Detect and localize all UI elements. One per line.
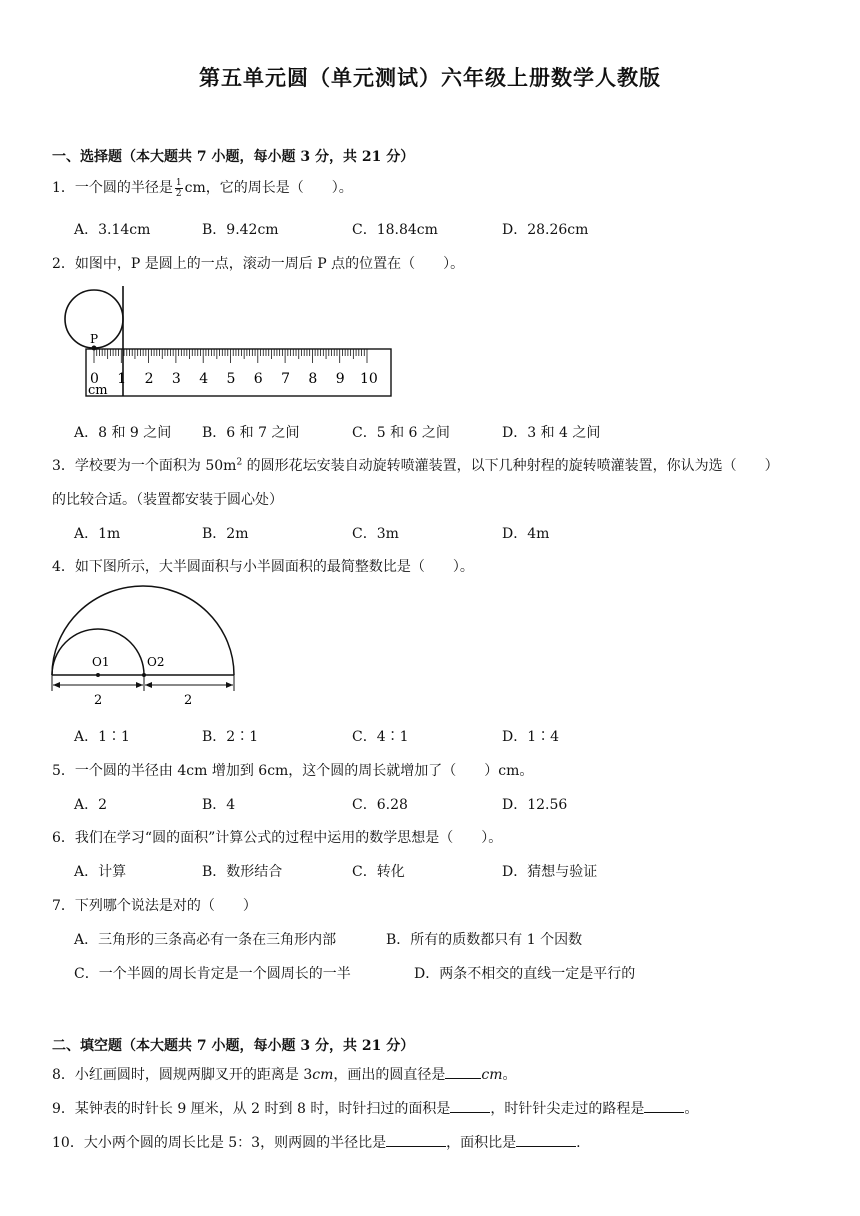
ruler-tick-label: 10: [360, 371, 378, 387]
section-heading-choice: 一、选择题（本大题共 7 小题，每小题 3 分，共 21 分）: [52, 149, 415, 165]
ruler-tick-label: 6: [253, 371, 263, 387]
q4-option-a[interactable]: A．1∶1: [74, 729, 130, 745]
q5-option-b[interactable]: B．4: [202, 797, 236, 813]
q3-option-c[interactable]: C．3m: [352, 526, 399, 542]
point-p-label: P: [90, 332, 99, 346]
ruler-tick-label: 1: [117, 371, 127, 387]
q2-option-a[interactable]: A．8 和 9 之间: [74, 425, 172, 441]
page-title: 第五单元圆（单元测试）六年级上册数学人教版: [199, 65, 661, 90]
q10-answer-blank-1[interactable]: [386, 1134, 446, 1147]
q2-option-b[interactable]: B．6 和 7 之间: [202, 425, 300, 441]
question-2: 2．如图中，P 是圆上的一点，滚动一周后 P 点的位置在（ ）。: [52, 256, 465, 272]
ruler-tick-label: 3: [171, 371, 181, 387]
q8-answer-blank[interactable]: [445, 1066, 481, 1079]
q6-option-c[interactable]: C．转化: [352, 864, 405, 880]
q5-option-c[interactable]: C．6.28: [352, 797, 408, 813]
q1-option-a[interactable]: A．3.14cm: [74, 222, 151, 238]
q1-option-c[interactable]: C．18.84cm: [352, 222, 438, 238]
ruler-tick-label: 0: [90, 371, 99, 387]
ruler: [86, 349, 391, 396]
q9-answer-blank-1[interactable]: [450, 1100, 490, 1113]
q3-option-d[interactable]: D．4m: [502, 526, 550, 542]
q2-option-c[interactable]: C．5 和 6 之间: [352, 425, 450, 441]
center-o1: [96, 673, 100, 677]
q3-option-b[interactable]: B．2m: [202, 526, 249, 542]
question-4: 4．如下图所示，大半圆面积与小半圆面积的最简整数比是（ ）。: [52, 559, 474, 575]
q2-option-d[interactable]: D．3 和 4 之间: [502, 425, 601, 441]
ruler-tick-label: 5: [226, 371, 236, 387]
q7-option-d[interactable]: D．两条不相交的直线一定是平行的: [414, 966, 636, 982]
label-o2: O2: [147, 655, 165, 669]
q7-option-a[interactable]: A．三角形的三条高必有一条在三角形内部: [74, 932, 337, 948]
q1-option-d[interactable]: D．28.26cm: [502, 222, 589, 238]
question-6: 6．我们在学习“圆的面积”计算公式的过程中运用的数学思想是（ ）。: [52, 830, 503, 846]
question-3-line-1: 3．学校要为一个面积为 $50m^2$ 的圆形花坛安装自动旋转喷灌装置，以下几种射程的旋转喷灌装置，你认为选（ ）: [52, 457, 779, 474]
question-5: 5．一个圆的半径由 4cm 增加到 6cm，这个圆的周长就增加了（ ）cm。: [52, 763, 534, 779]
question-1: [52, 177, 353, 199]
question-1-post: cm，它的周长是（ ）。: [184, 180, 353, 196]
q7-option-b[interactable]: B．所有的质数都只有 1 个因数: [386, 932, 583, 948]
ruler-ticks: [94, 349, 367, 363]
dim-label-2: 2: [184, 693, 193, 708]
q1-option-b[interactable]: B．9.42cm: [202, 222, 279, 238]
large-semicircle: [52, 586, 234, 675]
q5-option-d[interactable]: D．12.56: [502, 797, 568, 813]
ruler-tick-label: 9: [335, 371, 345, 387]
q4-option-c[interactable]: C．4∶1: [352, 729, 409, 745]
section-heading-fill-in: 二、填空题（本大题共 7 小题，每小题 3 分，共 21 分）: [52, 1038, 415, 1054]
q5-option-a[interactable]: A．2: [74, 797, 108, 813]
ruler-tick-label: 8: [308, 371, 318, 387]
dim-label-1: 2: [94, 693, 103, 708]
question-10: 10．大小两个圆的周长比是 5：3，则两圆的半径比是 ，面积比是 .: [52, 1135, 581, 1151]
fraction-one-half: $\frac{1}{2}$: [175, 177, 182, 199]
ruler-tick-label: 2: [144, 371, 154, 387]
q4-option-b[interactable]: B．2∶1: [202, 729, 259, 745]
question-9: 9．某钟表的时针长 9 厘米，从 2 时到 8 时，时针扫过的面积是 ，时针针尖走过的路程是 。: [52, 1101, 699, 1117]
q9-answer-blank-2[interactable]: [644, 1100, 684, 1113]
q6-option-d[interactable]: D．猜想与验证: [502, 864, 598, 880]
ruler-tick-label: 4: [199, 371, 209, 387]
q10-answer-blank-2[interactable]: [516, 1134, 576, 1147]
semicircles-figure: [48, 582, 240, 708]
q3-option-a[interactable]: A．1m: [74, 526, 121, 542]
question-1-pre: 1．一个圆的半径是: [52, 180, 173, 196]
question-3-line-2: 的比较合适。（装置都安装于圆心处）: [52, 492, 283, 508]
ruler-unit: cm: [88, 383, 108, 398]
ruler-circle-figure: [60, 286, 400, 400]
ruler-labels: [90, 371, 378, 387]
question-7: 7．下列哪个说法是对的（ ）: [52, 898, 257, 914]
ruler-tick-label: 7: [281, 371, 291, 387]
label-o1: O1: [92, 655, 110, 669]
q6-option-b[interactable]: B．数形结合: [202, 864, 283, 880]
question-8: 8．小红画圆时，圆规两脚叉开的距离是 3cm，画出的圆直径是 cm。: [52, 1067, 517, 1083]
q4-option-d[interactable]: D．1∶4: [502, 729, 560, 745]
q6-option-a[interactable]: A．计算: [74, 864, 127, 880]
q7-option-c[interactable]: C．一个半圆的周长肯定是一个圆周长的一半: [74, 966, 351, 982]
